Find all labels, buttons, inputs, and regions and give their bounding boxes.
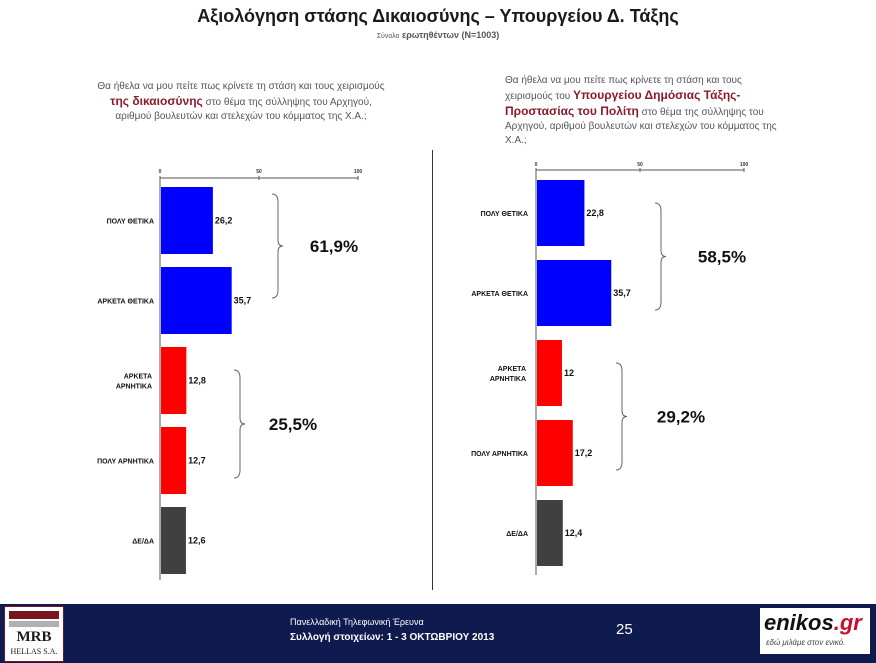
left-chart-value-label: 35,7 bbox=[233, 295, 252, 306]
left-chart-bar bbox=[161, 427, 186, 494]
left-chart-category-label bbox=[132, 539, 154, 546]
right-chart-category-label bbox=[471, 451, 528, 458]
question-left-pre: Θα ήθελα να μου πείτε πως κρίνετε τη στάση και τους χειρισμούς bbox=[97, 81, 385, 92]
left-chart-group-bracket bbox=[272, 194, 283, 298]
enikos-logo-name: enikos bbox=[764, 610, 834, 635]
mrb-logo-subtext: HELLAS S.A. bbox=[10, 647, 58, 656]
left-chart-value-label: 12,6 bbox=[187, 535, 206, 546]
right-chart-bar bbox=[537, 340, 562, 406]
right-chart-category-label bbox=[471, 291, 528, 298]
question-left-highlight: της δικαιοσύνης bbox=[110, 94, 203, 108]
mrb-logo-bar-grey bbox=[9, 621, 59, 627]
right-chart-group-total: 29,2% bbox=[656, 407, 706, 427]
enikos-logo-tagline: εδώ μιλάμε στον ενικό. bbox=[766, 638, 846, 647]
left-chart-value-label: 12,7 bbox=[188, 455, 206, 466]
mrb-logo-bar-red bbox=[9, 611, 59, 619]
right-chart-category-label bbox=[490, 366, 526, 383]
left-chart-category-label-line: ΠΟΛΥ ΑΡΝΗΤΙΚΑ bbox=[97, 458, 154, 466]
left-chart-tick-label: 50 bbox=[256, 169, 262, 175]
right-chart-category-label bbox=[481, 211, 528, 218]
right-chart-category-label-line: ΑΡΚΕΤΑ bbox=[497, 366, 526, 373]
subtitle-sample: ερωτηθέντων (N=1003) bbox=[401, 30, 500, 40]
question-right-post: στο θέμα της σύλληψης του Αρχηγού, αριθμού βουλευτών και στελεχών του κόμματος της Χ.Α.; bbox=[505, 107, 777, 146]
left-chart-bar bbox=[161, 187, 213, 254]
right-chart-value-label: 22,8 bbox=[586, 208, 604, 218]
left-chart-category-label bbox=[97, 459, 154, 466]
page-title: Αξιολόγηση στάσης Δικαιοσύνης – Υπουργείου Δ. Τάξης bbox=[197, 6, 679, 26]
right-chart-group-bracket bbox=[655, 203, 666, 310]
right-chart-category-label-line: ΔΕ/ΔΑ bbox=[506, 531, 528, 538]
enikos-logo bbox=[760, 608, 870, 654]
subtitle-prefix: Σύνολο bbox=[376, 33, 400, 40]
left-chart-group-bracket bbox=[234, 370, 245, 478]
right-chart-category-label bbox=[506, 531, 528, 538]
right-chart-value-label: 12,4 bbox=[564, 528, 583, 538]
right-chart-category-label-line: ΠΟΛΥ ΘΕΤΙΚΑ bbox=[480, 211, 528, 218]
enikos-logo-brand bbox=[764, 610, 862, 636]
left-chart-group-total: 61,9% bbox=[309, 237, 359, 256]
mrb-logo-text: MRB bbox=[16, 629, 52, 645]
left-chart-category-label-line: ΑΡΚΕΤΑ bbox=[123, 373, 152, 381]
left-chart-bar bbox=[161, 507, 186, 574]
right-chart-value-label: 35,7 bbox=[613, 288, 631, 298]
right-chart-value-label: 17,2 bbox=[574, 448, 593, 458]
right-chart-group-total: 58,5% bbox=[697, 247, 747, 267]
right-chart-bar bbox=[537, 180, 584, 246]
footer-survey-type: Πανελλαδική Τηλεφωνική Έρευνα bbox=[290, 617, 424, 627]
left-chart-category-label-line: ΑΡΚΕΤΑ ΘΕΤΙΚΑ bbox=[97, 298, 154, 306]
right-chart-tick-label: 50 bbox=[637, 162, 643, 168]
right-chart-bar bbox=[537, 500, 563, 566]
right-chart-group-bracket bbox=[616, 363, 627, 470]
right-chart-category-label-line: ΠΟΛΥ ΑΡΝΗΤΙΚΑ bbox=[471, 451, 528, 458]
right-chart-tick-label: 100 bbox=[739, 162, 749, 168]
right-chart-bar bbox=[537, 420, 573, 486]
question-left-post: στο θέμα της σύλληψης του Αρχηγού, αριθμού βουλευτών και στελεχών του κόμματος της Χ.Α.; bbox=[115, 97, 372, 122]
left-chart-group-total: 25,5% bbox=[268, 415, 318, 434]
footer-fieldwork-dates: Συλλογή στοιχείων: 1 - 3 ΟΚΤΩΒΡΙΟΥ 2013 bbox=[290, 632, 495, 643]
left-chart-value-label: 26,2 bbox=[214, 215, 233, 226]
left-chart-category-label-line: ΠΟΛΥ ΘΕΤΙΚΑ bbox=[106, 218, 154, 226]
left-chart-bar bbox=[161, 267, 232, 334]
left-chart-category-label-line: ΔΕ/ΔΑ bbox=[132, 538, 154, 546]
enikos-logo-tld: .gr bbox=[833, 610, 862, 635]
left-chart-category-label bbox=[116, 374, 152, 391]
right-chart-tick-label: 0 bbox=[534, 162, 538, 168]
right-chart-value-label: 12 bbox=[563, 368, 574, 378]
left-chart-bar bbox=[161, 347, 186, 414]
right-chart-category-label-line: ΑΡΚΕΤΑ ΘΕΤΙΚΑ bbox=[471, 291, 528, 298]
right-chart-category-label-line: ΑΡΝΗΤΙΚΑ bbox=[489, 376, 526, 383]
left-chart-category-label bbox=[97, 299, 154, 306]
question-right-highlight: Υπουργείου Δημόσιας Τάξης- Προστασίας του Πολίτη bbox=[505, 88, 741, 118]
left-chart-value-label: 12,8 bbox=[188, 375, 206, 386]
left-chart-category-label-line: ΑΡΝΗΤΙΚΑ bbox=[115, 383, 152, 391]
right-chart-bar bbox=[537, 260, 611, 326]
left-chart-tick-label: 100 bbox=[353, 169, 363, 175]
question-right-pre: Θα ήθελα να μου πείτε πως κρίνετε τη στάση και τους χειρισμούς του bbox=[505, 75, 742, 102]
left-chart-tick-label: 0 bbox=[158, 169, 162, 175]
page-number: 25 bbox=[616, 621, 633, 638]
left-chart-category-label bbox=[107, 219, 154, 226]
mrb-logo bbox=[4, 606, 64, 662]
